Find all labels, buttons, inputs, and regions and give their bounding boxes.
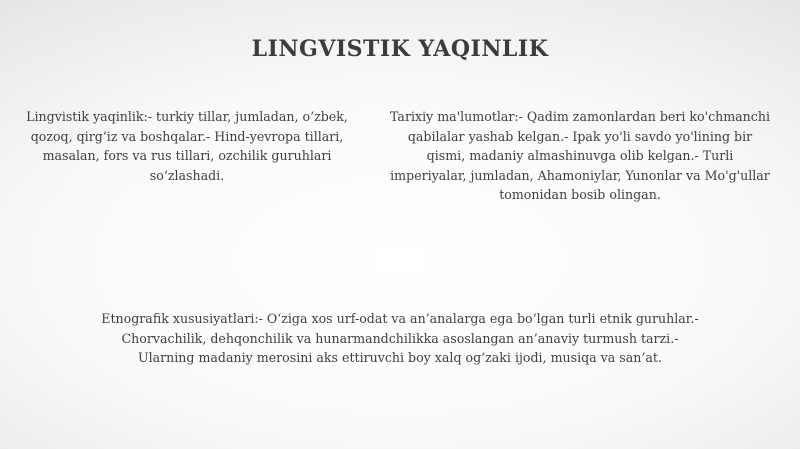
- slide-title: LINGVISTIK YAQINLIK: [251, 36, 549, 62]
- ethnographic-text-block: Etnografik xususiyatlari:- O‘ziga xos urf-odat va an’analarga ega bo‘lgan turli etnik guruhlar.- Chorvachilik, dehqonchilik va hunarmandchilikka asoslangan an’anaviy turmush tarzi.- Ularning madaniy merosini aks ettiruvchi boy xalq og‘zaki ijodi, musiqa va san’at.: [101, 311, 699, 365]
- linguistic-text-block: Lingvistik yaqinlik:- turkiy tillar, jumladan, o‘zbek, qozoq, qirg‘iz va boshqalar.- Hind-yevropa tillari, masalan, fors va rus tillari, ozchilik guruhlari so‘zlashadi.: [26, 109, 348, 183]
- history-text-block: Tarixiy ma'lumotlar:- Qadim zamonlardan beri ko'chmanchi qabilalar yashab kelgan.- Ipak yo'li savdo yo'lining bir qismi, madaniy almashinuvga olib kelgan.- Turli imperiyalar, jumladan, Ahamoniylar, Yunonlar va Mo'g'ullar tomonidan bosib olingan.: [390, 109, 770, 202]
